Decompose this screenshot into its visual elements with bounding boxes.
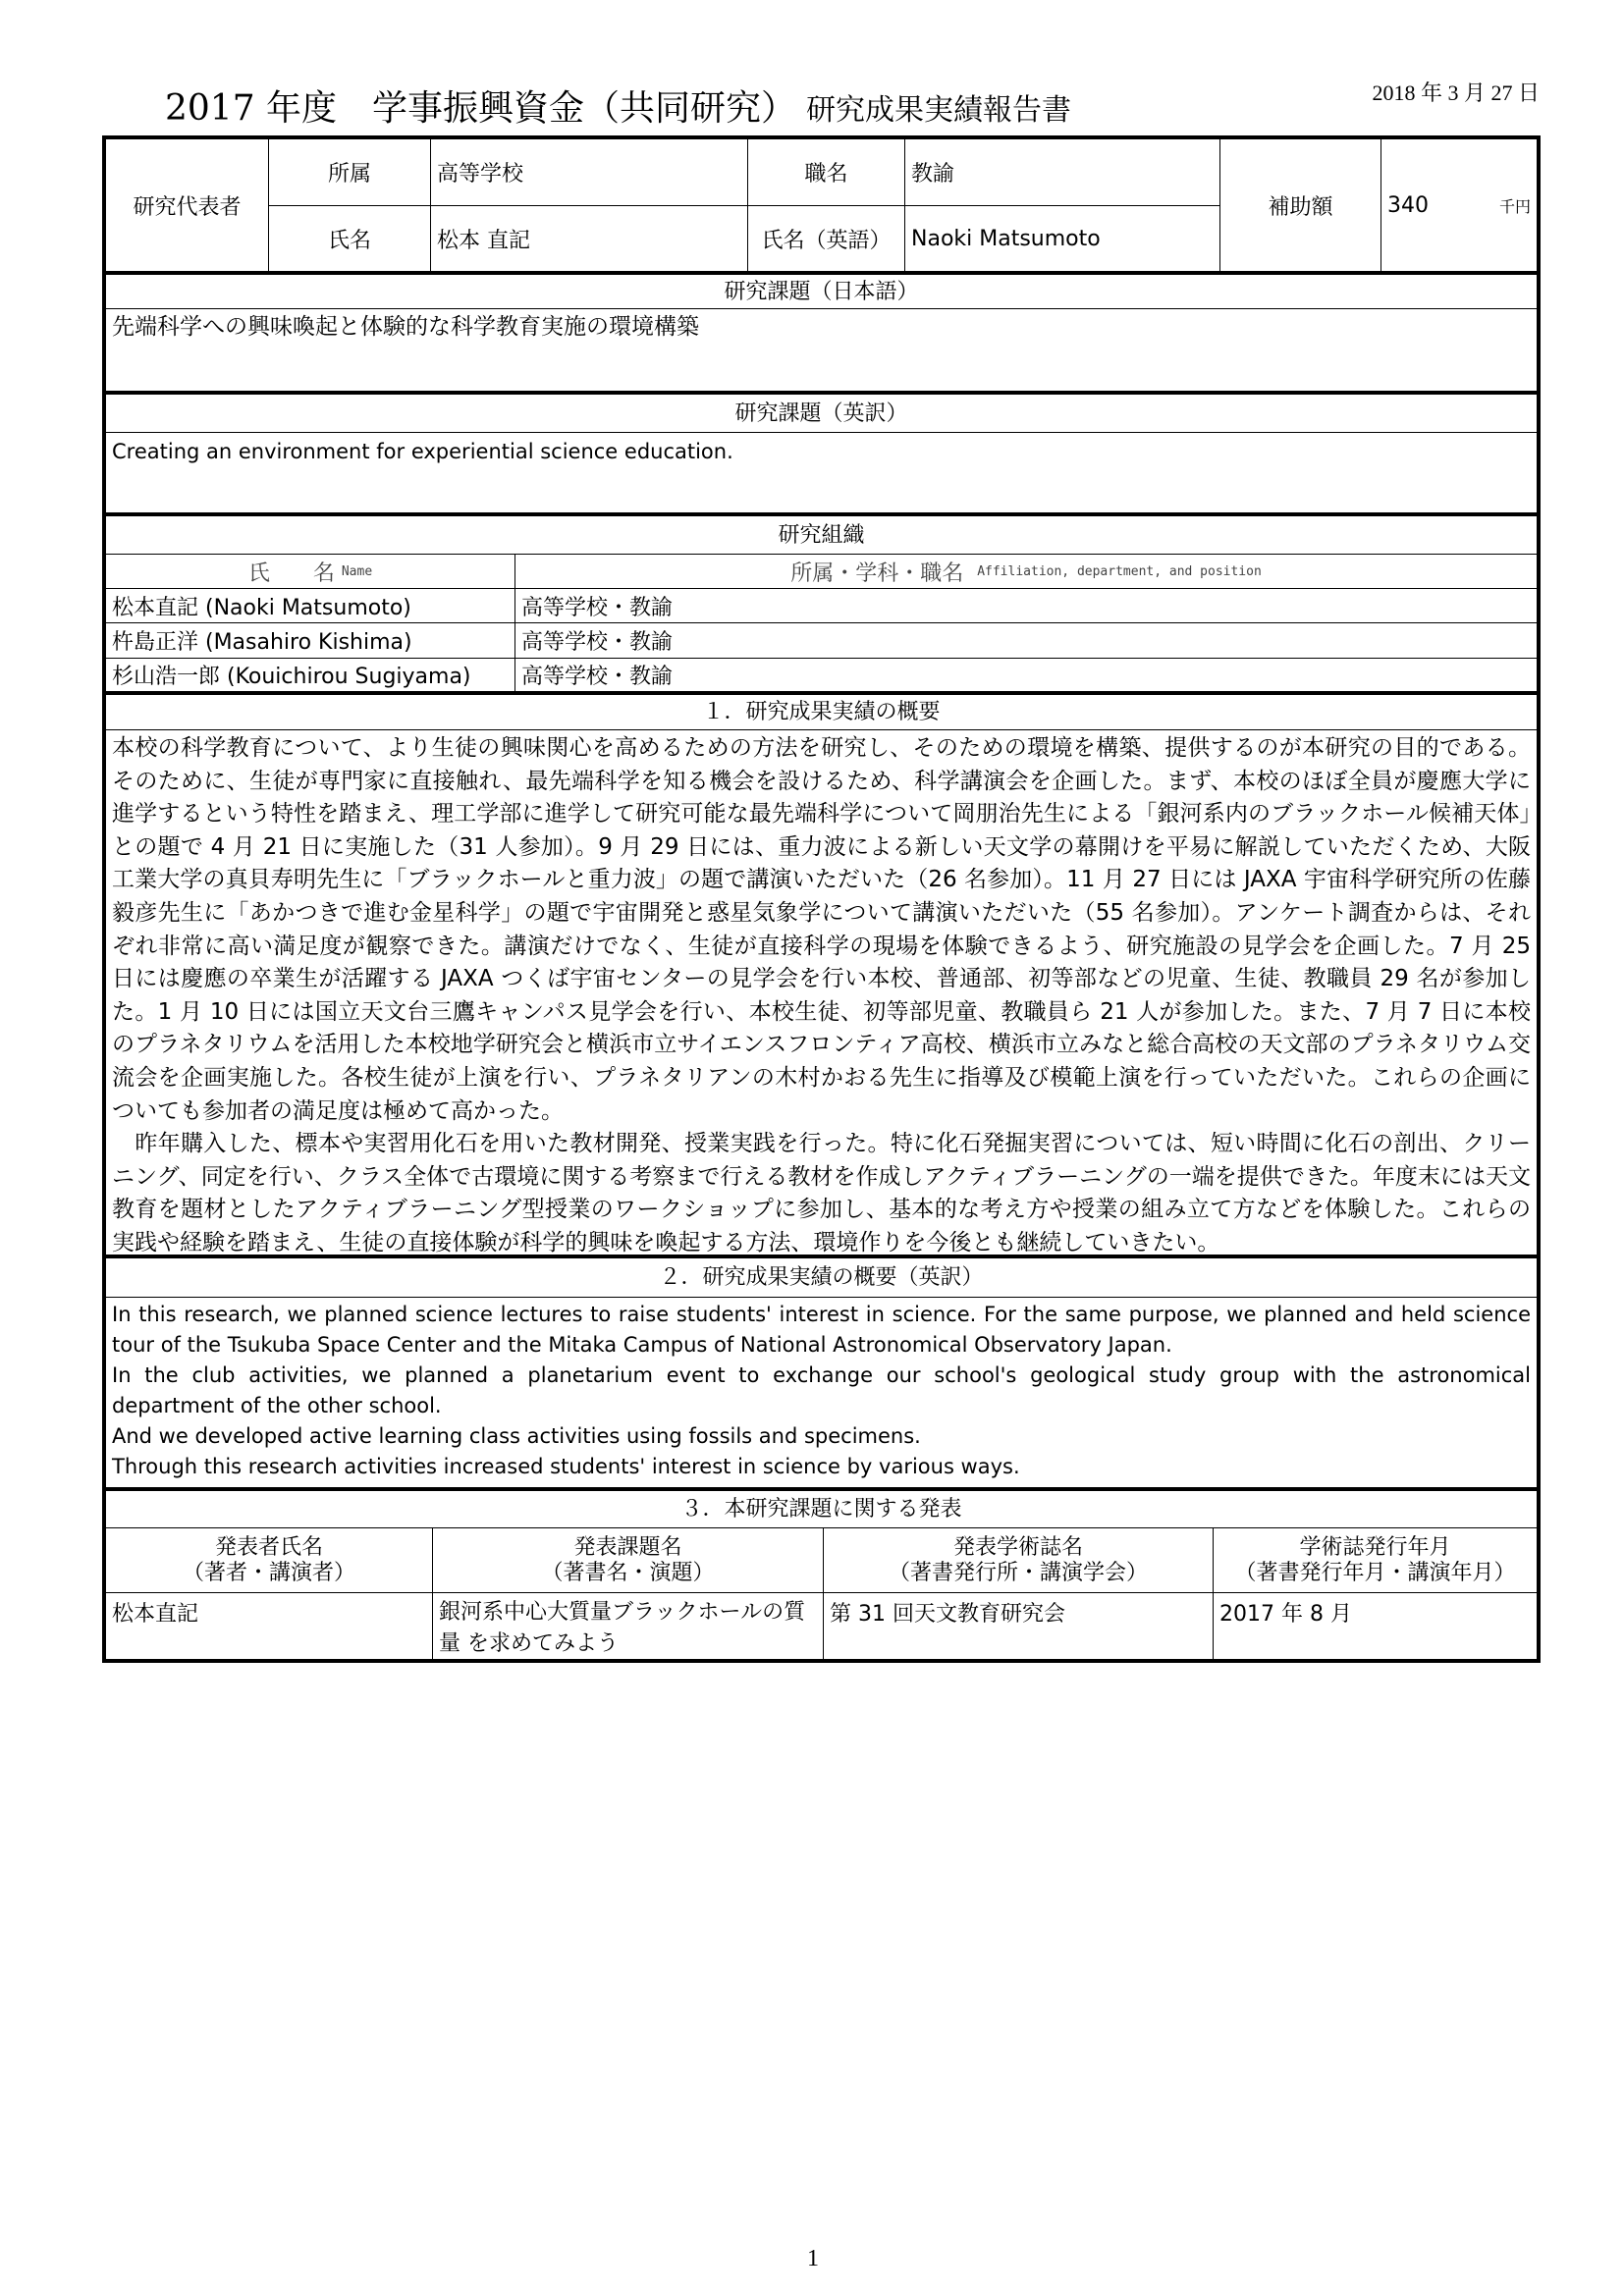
name-en-label: 氏名（英語） xyxy=(748,206,905,271)
col-date xyxy=(1214,1528,1537,1593)
section3 xyxy=(102,1487,1541,1661)
org-col-aff-ja: 所属・学科・職名 xyxy=(790,561,964,586)
member-name: 松本直記 (Naoki Matsumoto) xyxy=(106,589,515,623)
name-value: 松本 直記 xyxy=(431,206,748,271)
col-sublabel: （著者・講演者） xyxy=(182,1560,355,1585)
name-en-value: Naoki Matsumoto xyxy=(905,206,1220,271)
member-name: 杵島正洋 (Masahiro Kishima) xyxy=(106,623,515,659)
rep-label: 研究代表者 xyxy=(106,139,269,271)
pub-presenter: 松本直記 xyxy=(106,1593,433,1661)
organization-section xyxy=(102,512,1541,691)
name-label: 氏名 xyxy=(269,206,431,271)
position-value: 教諭 xyxy=(905,139,1220,206)
title-sub: 研究成果実績報告書 xyxy=(806,93,1072,128)
section2-body xyxy=(106,1300,1537,1482)
page-number: 1 xyxy=(807,2246,819,2271)
topic-ja-text: 先端科学への興味喚起と体験的な科学教育実施の環境構築 xyxy=(112,314,699,340)
grant-value xyxy=(1381,139,1537,271)
org-col-aff-en: Affiliation, department, and position xyxy=(977,563,1262,579)
topic-en-text: Creating an environment for experiential science education. xyxy=(112,440,733,463)
representative-table xyxy=(102,135,1541,271)
member-aff: 高等学校・教諭 xyxy=(515,623,1537,659)
section2-paragraph: And we developed active learning class activities using fossils and specimens. xyxy=(112,1424,921,1448)
organization-heading: 研究組織 xyxy=(106,516,1537,555)
section1-paragraph: 本校の科学教育について、より生徒の興味関心を高めるための方法を研究し、そのための環境を構築、提供するのが本研究の目的である。そのために、生徒が専門家に直接触れ、最先端科学を知る機会を設けるため、科学講演会を企画した。まず、本校のほぼ全員が慶應大学に進学するという特性を踏まえ、理工学部に進学して研究可能な最先端科学について岡朋治先生による「銀河系内のブラックホール候補天体」との題で 4 月 21 日に実施した（31 人参加）。9 月 29 日には、重力波による新しい天文学の幕開けを平易に解説していただくため、大阪工業大学の真貝寿明先生に「ブラックホールと重力波」の題で講演いただいた（26 名参加）。11 月 27 日には JAXA 宇宙科学研究所の佐藤毅彦先生に「あかつきで進む金星科学」の題で宇宙開発と惑星気象学について講演いただいた（55 名参加）。アンケート調査からは、それぞれ非常に高い満足度が観察できた。講演だけでなく、生徒が直接科学の現場を体験できるよう、研究施設の見学会を企画した。7 月 25 日には慶應の卒業生が活躍する JAXA つくば宇宙センターの見学会を行い本校、普通部、初等部などの児童、生徒、教職員 29 名が参加した。1 月 10 日には国立天文台三鷹キャンパス見学会を行い、本校生徒、初等部児童、教職員ら 21 人が参加した。また、7 月 7 日に本校のプラネタリウムを活用した本校地学研究会と横浜市立サイエンスフロンティア高校、横浜市立みなと総合高校の天文部のプラネタリウム交流会を企画実施した。各校生徒が上演を行い、プラネタリアンの木村かおる先生に指導及び模範上演を行っていただいた。これらの企画についても参加者の満足度は極めて高かった。 xyxy=(112,735,1531,1124)
pub-title: 銀河系中心大質量ブラックホールの質量 を求めてみよう xyxy=(433,1593,824,1661)
col-label: 発表学術誌名 xyxy=(952,1534,1083,1560)
member-aff: 高等学校・教諭 xyxy=(515,589,1537,623)
affiliation-label: 所属 xyxy=(269,139,431,206)
section2-paragraph: Through this research activities increased students' interest in science by various ways. xyxy=(112,1455,1020,1478)
grant-amount: 340 xyxy=(1387,192,1429,218)
section1-body xyxy=(106,732,1537,1260)
title-main: 2017 年度 学事振興資金（共同研究） xyxy=(165,88,797,129)
section1 xyxy=(102,691,1541,1255)
col-journal xyxy=(824,1528,1214,1593)
col-sublabel: （著書発行年月・講演年月） xyxy=(1234,1560,1516,1585)
org-col-name-en: Name xyxy=(341,563,373,579)
grant-label: 補助額 xyxy=(1220,139,1381,271)
topic-ja-section xyxy=(102,271,1541,391)
report-date: 2018 年 3 月 27 日 xyxy=(1372,80,1540,105)
grant-unit: 千円 xyxy=(1498,196,1531,216)
col-sublabel: （著書名・演題） xyxy=(541,1560,715,1585)
pub-date: 2017 年 8 月 xyxy=(1219,1602,1352,1627)
col-title xyxy=(433,1528,824,1593)
col-label: 学術誌発行年月 xyxy=(1299,1534,1451,1560)
member-aff: 高等学校・教諭 xyxy=(521,665,674,689)
topic-ja-heading: 研究課題（日本語） xyxy=(106,275,1537,309)
section1-paragraph: 昨年購入した、標本や実習用化石を用いた教材開発、授業実践を行った。特に化石発掘実習については、短い時間に化石の剖出、クリーニング、同定を行い、クラス全体で古環境に関する考察まで行える教材を作成しアクティブラーニングの一端を提供できた。年度末には天文教育を題材としたアクティブラーニング型授業のワークショップに参加し、基本的な考え方や授業の組み立て方などを体験した。これらの実践や経験を踏まえ、生徒の直接体験が科学的興味を喚起する方法、環境作りを今後とも継続していきたい。 xyxy=(112,1131,1531,1255)
section1-heading: １．研究成果実績の概要 xyxy=(106,695,1537,730)
position-label: 職名 xyxy=(748,139,905,206)
col-label: 発表課題名 xyxy=(573,1534,682,1560)
org-col-name-ja: 氏 名 xyxy=(247,561,335,586)
section2 xyxy=(102,1255,1541,1487)
col-label: 発表者氏名 xyxy=(214,1534,323,1560)
section2-paragraph: In the club activities, we planned a planetarium event to exchange our school's geological study group with the astronomical department of the other school. xyxy=(112,1363,1531,1417)
table-bottom-border xyxy=(102,1659,1541,1663)
org-col-name xyxy=(106,555,515,589)
section2-heading: ２．研究成果実績の概要（英訳） xyxy=(106,1258,1537,1298)
document-title xyxy=(165,80,1071,131)
section2-paragraph: In this research, we planned science lectures to raise students' interest in science. For the same purpose, we planned and held science tour of the Tsukuba Space Center and the Mitaka Campus of National Astronomical Observatory Japan. xyxy=(112,1303,1531,1357)
org-col-aff xyxy=(515,555,1537,589)
affiliation-value: 高等学校 xyxy=(431,139,748,206)
pub-journal: 第 31 回天文教育研究会 xyxy=(824,1593,1214,1661)
col-presenter xyxy=(106,1528,433,1593)
col-sublabel: （著書発行所・講演学会） xyxy=(888,1560,1148,1585)
topic-en-heading: 研究課題（英訳） xyxy=(106,395,1537,433)
topic-en-section xyxy=(102,391,1541,512)
member-name: 杉山浩一郎 (Kouichirou Sugiyama) xyxy=(106,659,515,691)
section3-heading: ３．本研究課題に関する発表 xyxy=(106,1491,1537,1528)
